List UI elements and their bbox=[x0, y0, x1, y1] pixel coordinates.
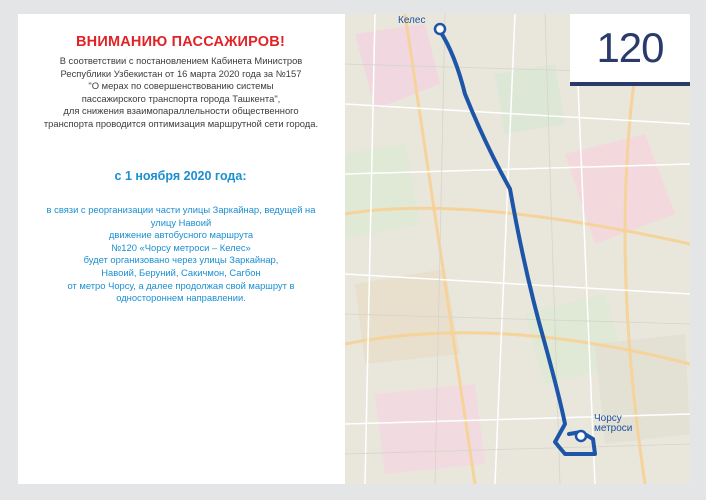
end-stop-marker bbox=[576, 431, 586, 441]
notice-line: от метро Чорсу, а далее продолжая свой маршрут в bbox=[67, 279, 295, 291]
intro-line: Республики Узбекистан от 16 марта 2020 года за №157 bbox=[60, 67, 302, 79]
intro-line: для снижения взаимопараллельности общественного bbox=[63, 105, 299, 117]
route-change-text bbox=[26, 204, 336, 305]
end-stop-label bbox=[594, 414, 632, 434]
start-stop-label: Келес bbox=[398, 15, 426, 26]
end-stop-label-line: метроси bbox=[594, 423, 633, 434]
notice-line: движение автобусного маршрута bbox=[108, 229, 254, 241]
notice-line: будет организовано через улицы Заркайнар, bbox=[83, 254, 279, 266]
route-number: 120 bbox=[596, 24, 664, 71]
intro-text bbox=[26, 55, 336, 131]
notice-line: улицу Навоий bbox=[150, 216, 212, 228]
intro-line: транспорта проводится оптимизация маршрутной сети города. bbox=[43, 117, 319, 129]
intro-line: пассажирского транспорта города Ташкента", bbox=[81, 92, 281, 104]
notice-line: в связи с реорганизации части улицы Заркайнар, ведущей на bbox=[46, 204, 316, 215]
notice-panel bbox=[18, 14, 343, 484]
notice-line: одностороннем направлении. bbox=[116, 292, 246, 304]
effective-date: с 1 ноября 2020 года: bbox=[114, 169, 247, 183]
intro-line: В соответствии с постановлением Кабинета Министров bbox=[59, 55, 303, 66]
notice-line: №120 «Чорсу метроси – Келес» bbox=[111, 241, 251, 253]
park-area bbox=[495, 64, 565, 134]
intro-line: "О мерах по совершенствованию системы bbox=[88, 80, 274, 92]
notice-line: Навоий, Беруний, Сакичмон, Сагбон bbox=[101, 266, 261, 278]
end-stop-label-line: Чорсу bbox=[594, 413, 622, 424]
notice-title: ВНИМАНИЮ ПАССАЖИРОВ! bbox=[76, 34, 285, 50]
start-stop-marker bbox=[435, 24, 445, 34]
district-area bbox=[375, 384, 485, 474]
badge-underline bbox=[570, 82, 690, 86]
route-number-badge bbox=[570, 14, 690, 82]
